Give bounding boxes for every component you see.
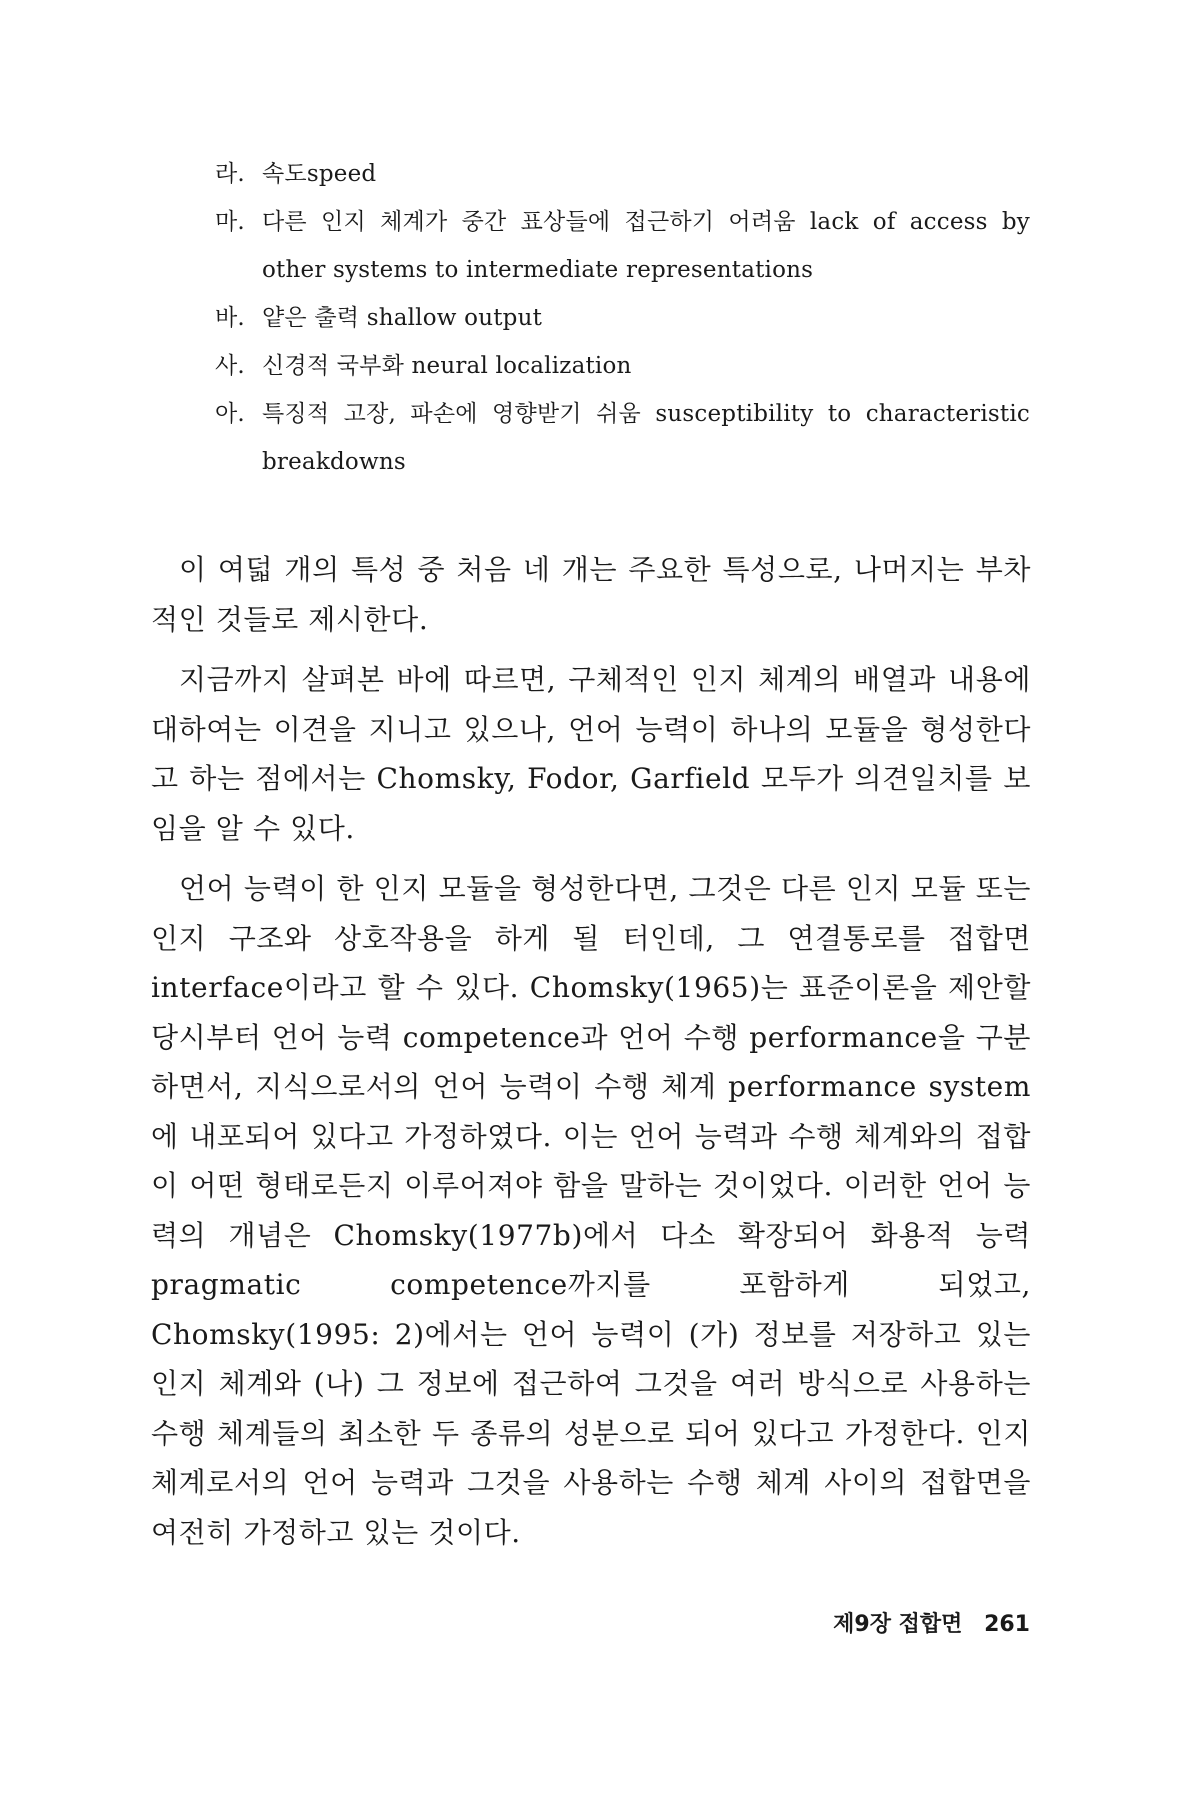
page-number: 261 [984, 1612, 1030, 1637]
page-footer [833, 1607, 1030, 1638]
list-item-text: 다른 인지 체계가 중간 표상들에 접근하기 어려움 lack of access by other systems to intermediate representations [262, 209, 1030, 283]
list-item [215, 198, 1030, 294]
list-marker: 아. [215, 401, 245, 427]
paragraph: 이 여덟 개의 특성 중 처음 네 개는 주요한 특성으로, 나머지는 부차적인 것들로 제시한다. [151, 553, 1031, 636]
list-marker: 바. [215, 305, 245, 331]
list-marker: 마. [215, 209, 245, 235]
list-item [215, 390, 1030, 486]
list-item-text: 얕은 출력 shallow output [262, 305, 543, 331]
list-marker: 라. [215, 161, 245, 187]
paragraph: 언어 능력이 한 인지 모듈을 형성한다면, 그것은 다른 인지 모듈 또는 인지 구조와 상호작용을 하게 될 터인데, 그 연결통로를 접합면 interface이라고 할 수 있다. Chomsky(1965)는 표준이론을 제안할 당시부터 언어 능력 competence과 언어 수행 performance을 구분하면서, 지식으로서의 언어 능력이 수행 체계 performance system에 내포되어 있다고 가정하였다. 이는 언어 능력과 수행 체계와의 접합이 어떤 형태로든지 이루어져야 함을 말하는 것이었다. 이러한 언어 능력의 개념은 Chomsky(1977b)에서 다소 확장되어 화용적 능력 pragmatic competence까지를 포함하게 되었고, Chomsky(1995: 2)에서는 언어 능력이 (가) 정보를 저장하고 있는 인지 체계와 (나) 그 정보에 접근하여 그것을 여러 방식으로 사용하는 수행 체계들의 최소한 두 종류의 성분으로 되어 있다고 가정한다. 인지 체계로서의 언어 능력과 그것을 사용하는 수행 체계 사이의 접합면을 여전히 가정하고 있는 것이다. [151, 872, 1031, 1549]
list-item-text: 속도speed [262, 161, 377, 187]
chapter-title: 제9장 접합면 [833, 1612, 963, 1637]
list-item [215, 294, 1030, 342]
list-item-text: 특징적 고장, 파손에 영향받기 쉬움 susceptibility to characteristic breakdowns [262, 401, 1030, 475]
paragraph: 지금까지 살펴본 바에 따르면, 구체적인 인지 체계의 배열과 내용에 대하여는 이견을 지니고 있으나, 언어 능력이 하나의 모듈을 형성한다고 하는 점에서는 Chomsky, Fodor, Garfield 모두가 의견일치를 보임을 알 수 있다. [151, 663, 1031, 845]
list-item [215, 150, 1030, 198]
list-marker: 사. [215, 353, 245, 379]
body-text [151, 545, 1031, 1568]
feature-list [215, 150, 1030, 486]
list-item [215, 342, 1030, 390]
list-item-text: 신경적 국부화 neural localization [262, 353, 632, 379]
